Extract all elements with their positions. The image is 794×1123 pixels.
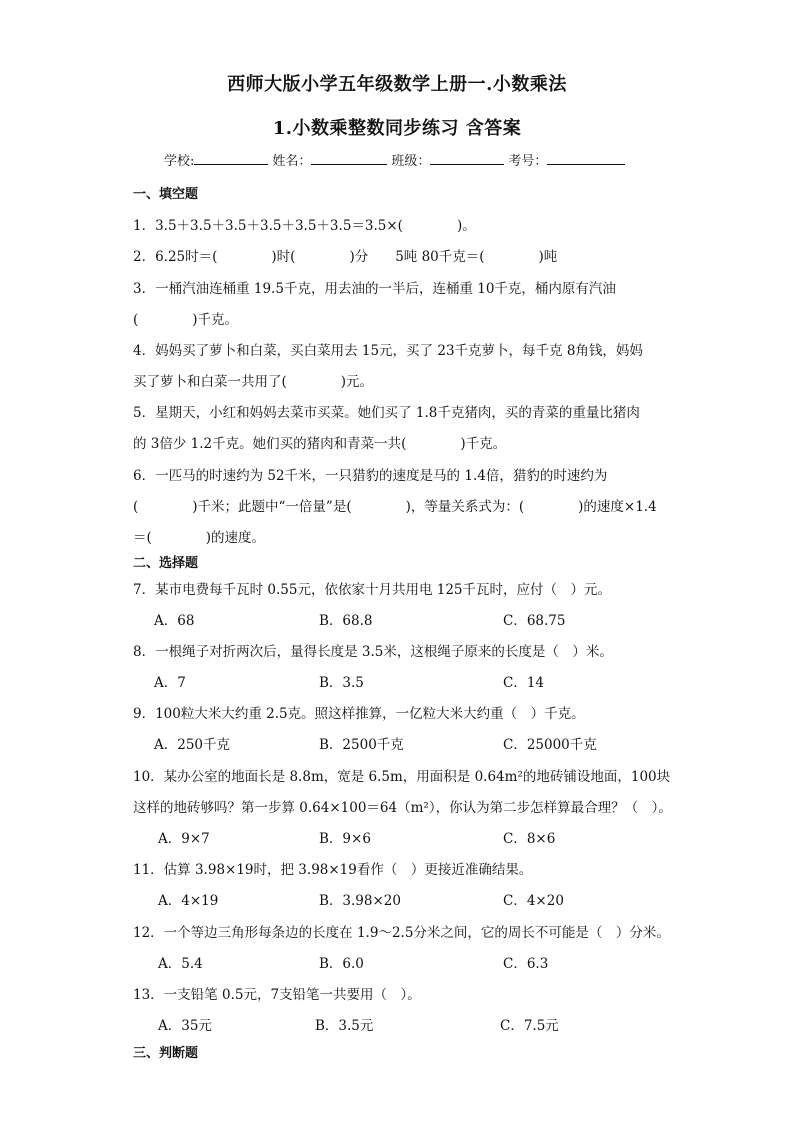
school-label: 学校: (164, 154, 195, 169)
question-7-option-a[interactable]: A．68 (154, 613, 195, 629)
section-fill-heading: 一、填空题 (133, 187, 199, 202)
name-label: 姓名： (272, 154, 312, 169)
question-10-line-2: 这样的地砖够吗？第一步算 0.64×100＝64（m²），你认为第二步怎样算最合理？（ ）。 (133, 800, 672, 816)
question-10-option-b[interactable]: B．9×6 (319, 831, 371, 847)
question-9-option-c[interactable]: C．25000千克 (503, 737, 597, 753)
question-7-option-b[interactable]: B．68.8 (319, 613, 373, 629)
question-10-option-a[interactable]: A．9×7 (158, 831, 210, 847)
question-12: 12．一个等边三角形每条边的长度在 1.9～2.5分米之间，它的周长不可能是（ ）分米。 (133, 925, 670, 941)
question-13-option-b[interactable]: B．3.5元 (315, 1018, 374, 1034)
question-13: 13．一支铅笔 0.5元，7支铅笔一共要用（ ）。 (133, 987, 421, 1003)
question-4-line-2: 买了萝卜和白菜一共用了( )元。 (133, 374, 374, 390)
school-blank[interactable] (194, 150, 268, 165)
question-11-option-b[interactable]: B．3.98×20 (319, 893, 401, 909)
class-blank[interactable] (430, 150, 504, 165)
question-9-option-a[interactable]: A．250千克 (154, 737, 231, 753)
question-1: 1．3.5＋3.5＋3.5＋3.5＋3.5＋3.5＝3.5×( )。 (133, 218, 476, 234)
question-13-option-a[interactable]: A．35元 (158, 1018, 212, 1034)
question-11-option-a[interactable]: A．4×19 (158, 893, 219, 909)
question-12-option-a[interactable]: A．5.4 (158, 956, 203, 972)
question-7: 7．某市电费每千瓦时 0.55元，依依家十月共用电 125千瓦时，应付（ ）元。 (133, 582, 611, 598)
question-3-line-2: ( )千克。 (133, 312, 239, 328)
question-3-line-1: 3．一桶汽油连桶重 19.5千克，用去油的一半后，连桶重 10千克，桶内原有汽油 (133, 281, 616, 297)
question-5-line-1: 5．星期天，小红和妈妈去菜市买菜。她们买了 1.8千克猪肉，买的青菜的重量比猪肉 (133, 405, 640, 421)
question-8-option-b[interactable]: B．3.5 (319, 675, 364, 691)
question-7-option-c[interactable]: C．68.75 (503, 613, 566, 629)
id-blank[interactable] (547, 150, 625, 165)
student-info-line (164, 150, 629, 169)
question-4-line-1: 4．妈妈买了萝卜和白菜，买白菜用去 15元，买了 23千克萝卜，每千克 8角钱，妈妈 (133, 343, 643, 359)
question-6-line-3: ＝( )的速度。 (133, 530, 266, 546)
question-10-option-c[interactable]: C．8×6 (503, 831, 556, 847)
question-8-option-c[interactable]: C．14 (503, 675, 545, 691)
question-2: 2．6.25时＝( )时( )分 5吨 80千克＝( )吨 (133, 249, 558, 265)
question-6-line-1: 6．一匹马的时速约为 52千米，一只猎豹的速度是马的 1.4倍，猎豹的时速约为 (133, 468, 608, 484)
question-6-line-2: ( )千米；此题中“一倍量”是( )，等量关系式为：( )的速度×1.4 (133, 499, 657, 515)
question-8-option-a[interactable]: A．7 (154, 675, 186, 691)
question-8: 8．一根绳子对折两次后，量得长度是 3.5米，这根绳子原来的长度是（ ）米。 (133, 644, 613, 660)
question-11-option-c[interactable]: C．4×20 (503, 893, 564, 909)
name-blank[interactable] (311, 150, 387, 165)
question-11: 11．估算 3.98×19时，把 3.98×19看作（ ）更接近准确结果。 (133, 862, 533, 878)
question-10-line-1: 10．某办公室的地面长是 8.8m，宽是 6.5m，用面积是 0.64m²的地砖铺设地面，100块 (133, 769, 671, 785)
class-label: 班级： (391, 154, 431, 169)
page-title: 西师大版小学五年级数学上册一.小数乘法 (227, 74, 567, 95)
id-label: 考号： (508, 154, 548, 169)
question-12-option-c[interactable]: C．6.3 (503, 956, 549, 972)
question-12-option-b[interactable]: B．6.0 (319, 956, 364, 972)
section-choice-heading: 二、选择题 (133, 556, 199, 571)
question-13-option-c[interactable]: C．7.5元 (500, 1018, 559, 1034)
question-9-option-b[interactable]: B．2500千克 (319, 737, 404, 753)
question-9: 9．100粒大米大约重 2.5克。照这样推算，一亿粒大米大约重（ ）千克。 (133, 706, 585, 722)
question-5-line-2: 的 3倍少 1.2千克。她们买的猪肉和青菜一共( )千克。 (133, 436, 507, 452)
section-judge-heading: 三、判断题 (133, 1046, 199, 1061)
page-subtitle: 1.小数乘整数同步练习 含答案 (272, 118, 522, 139)
